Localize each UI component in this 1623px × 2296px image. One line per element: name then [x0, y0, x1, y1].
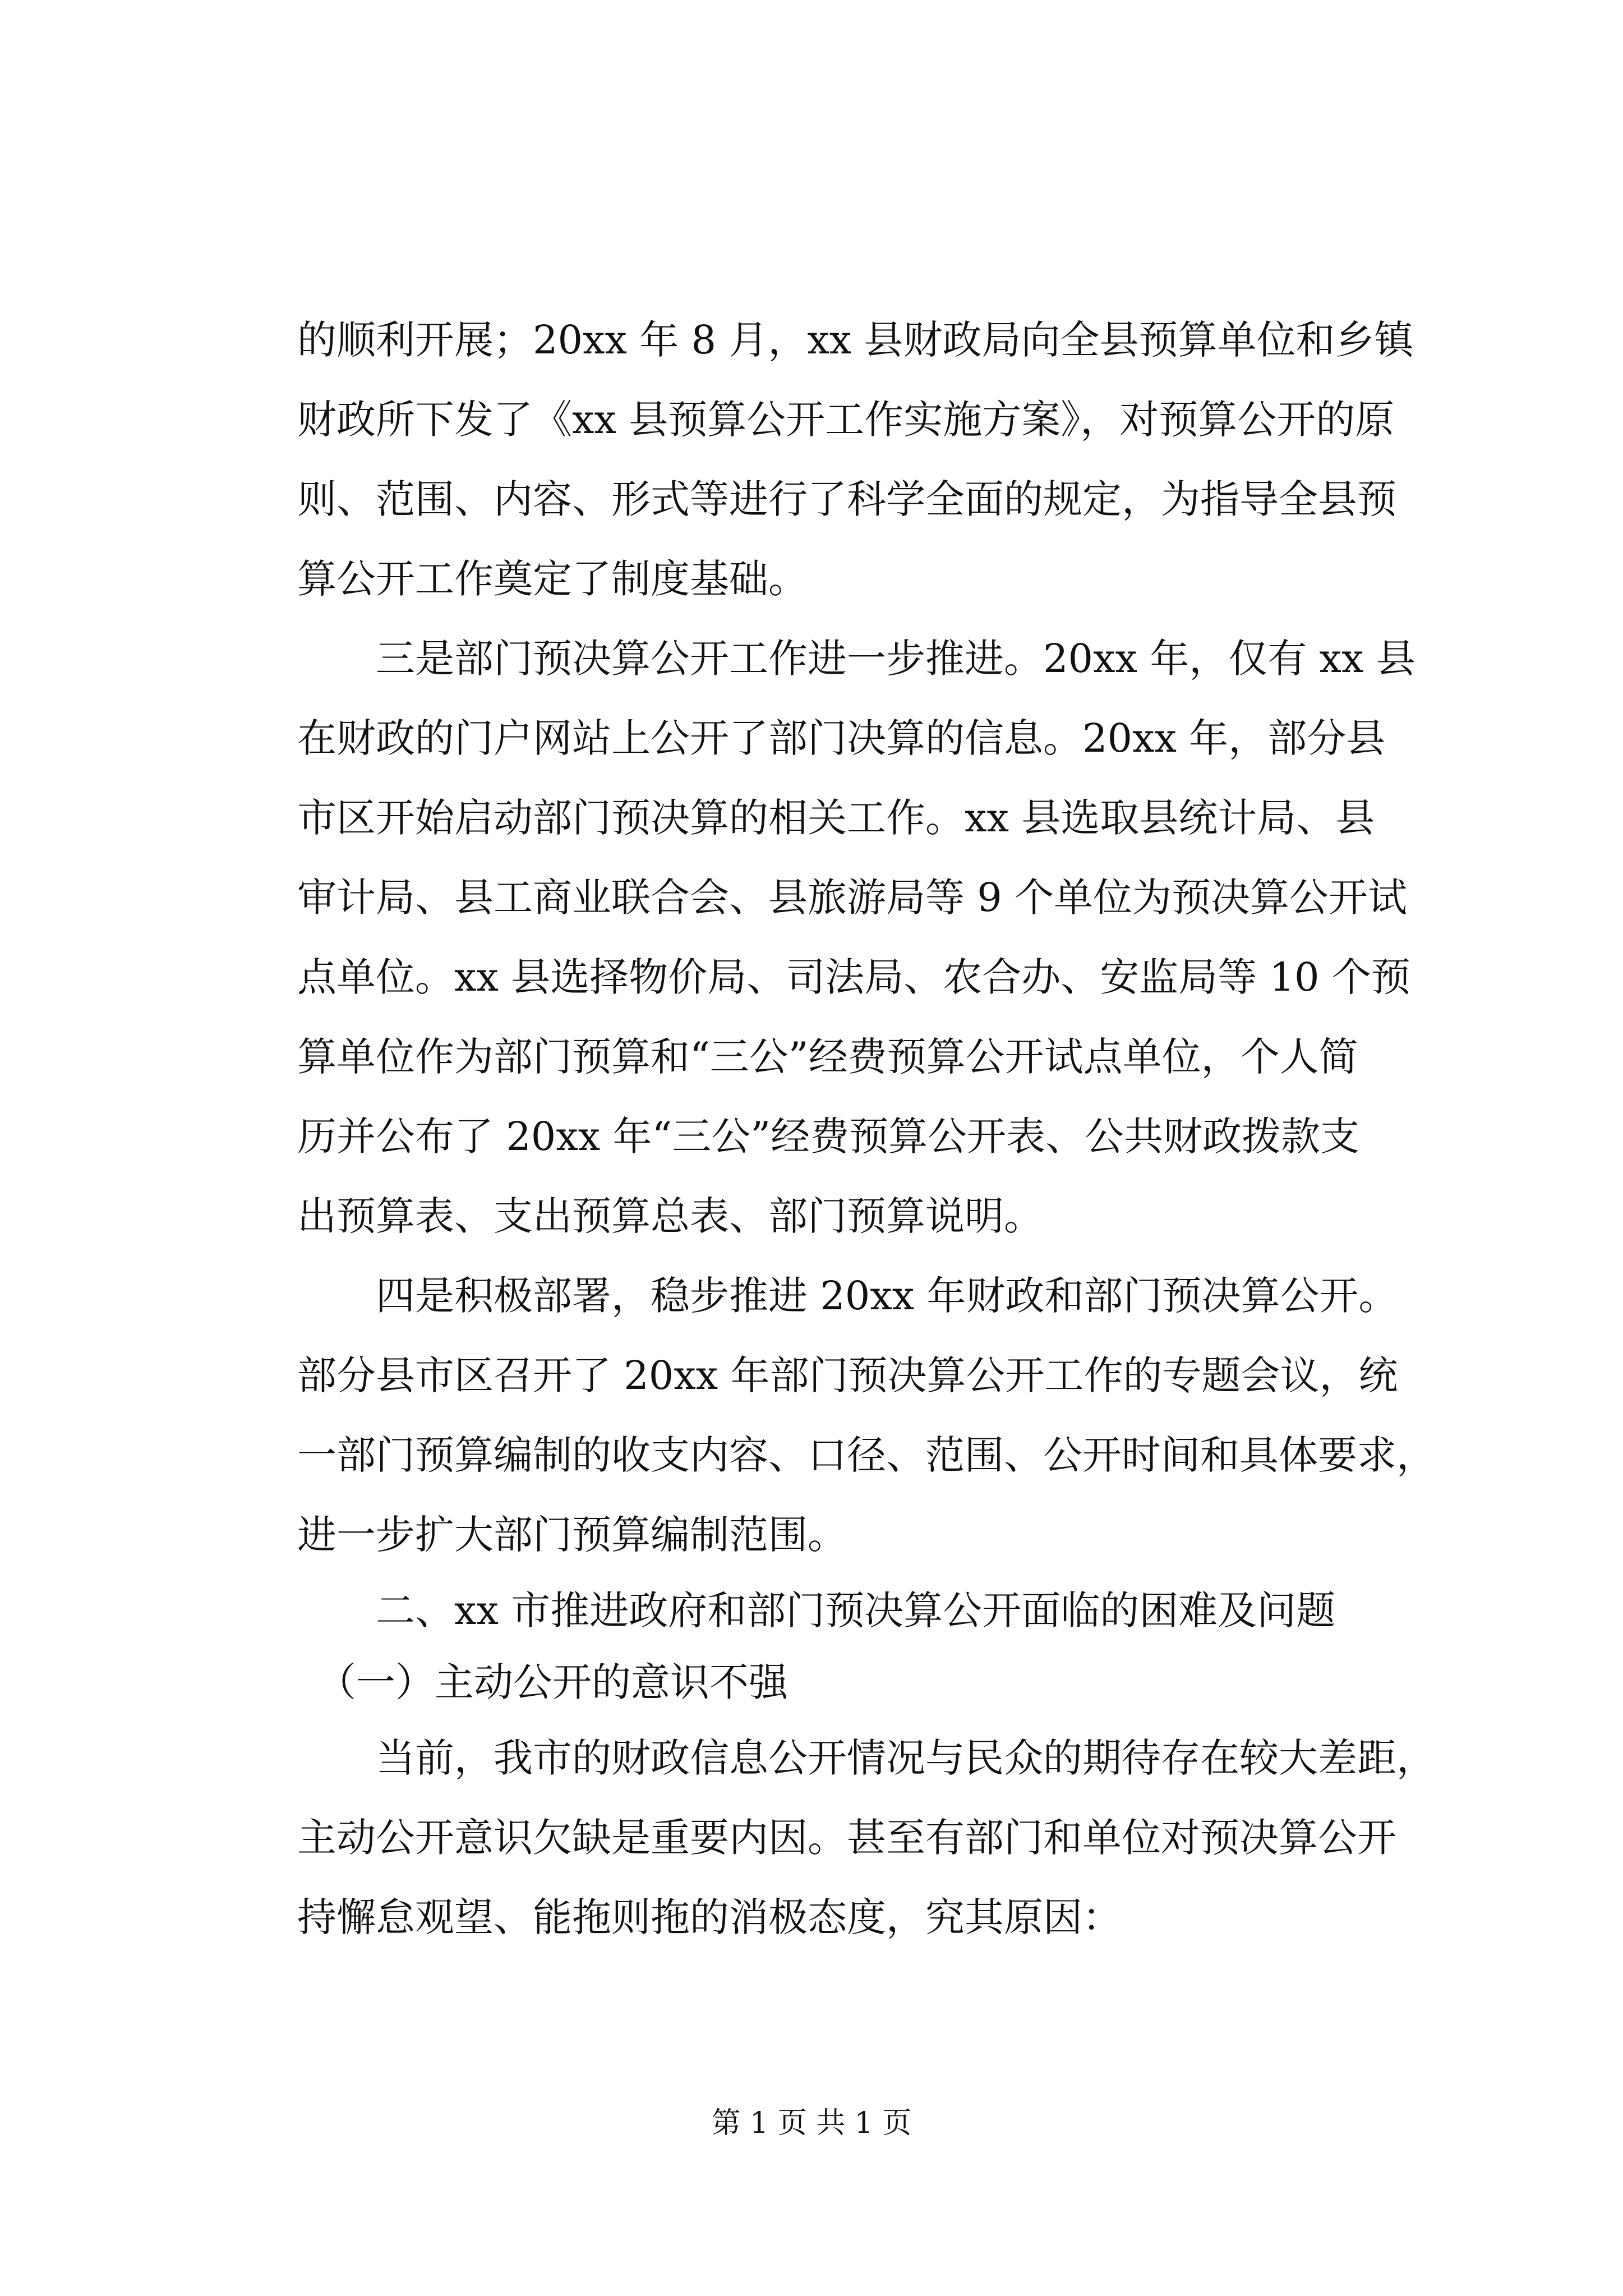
- text-line: 持懈怠观望、能拖则拖的消极态度，究其原因：: [297, 1894, 1122, 1940]
- text-line: 历并公布了 20xx 年“三公”经费预算公开表、公共财政拨款支: [297, 1114, 1360, 1159]
- text-line: 主动公开意识欠缺是重要内因。甚至有部门和单位对预决算公开: [297, 1815, 1396, 1861]
- text-line: 三是部门预决算公开工作进一步推进。20xx 年，仅有 xx 县: [297, 636, 1415, 682]
- text-line: 市区开始启动部门预决算的相关工作。xx 县选取县统计局、县: [297, 795, 1375, 841]
- text-line: 进一步扩大部门预算编制范围。: [297, 1512, 847, 1558]
- text-line: 算单位作为部门预算和“三公”经费预算公开试点单位，个人简: [297, 1034, 1358, 1080]
- document-body: [297, 300, 1436, 1957]
- text-line: 审计局、县工商业联合会、县旅游局等 9 个单位为预决算公开试: [297, 875, 1408, 921]
- text-line: 算公开工作奠定了制度基础。: [297, 556, 808, 602]
- subsection-heading: （一）主动公开的意识不强: [297, 1659, 788, 1705]
- section-heading: 二、xx 市推进政府和部门预决算公开面临的困难及问题: [297, 1588, 1336, 1634]
- text-line: 财政所下发了《xx 县预算公开工作实施方案》，对预算公开的原: [297, 397, 1395, 443]
- text-line: 在财政的门户网站上公开了部门决算的信息。20xx 年，部分县: [297, 715, 1386, 761]
- text-line: 则、范围、内容、形式等进行了科学全面的规定，为指导全县预: [297, 476, 1396, 522]
- page-footer: [0, 2104, 1623, 2143]
- text-line: 部分县市区召开了 20xx 年部门预决算公开工作的专题会议，统: [297, 1352, 1398, 1398]
- text-line: 当前，我市的财政信息公开情况与民众的期待存在较大差距，: [297, 1735, 1436, 1781]
- text-line: 出预算表、支出预算总表、部门预算说明。: [297, 1193, 1043, 1239]
- text-line: 的顺利开展；20xx 年 8 月，xx 县财政局向全县预算单位和乡镇: [297, 317, 1414, 363]
- text-line: 点单位。xx 县选择物价局、司法局、农合办、安监局等 10 个预: [297, 954, 1410, 1000]
- page-number-label: 第 1 页 共 1 页: [711, 2106, 912, 2140]
- text-line: 四是积极部署，稳步推进 20xx 年财政和部门预决算公开。: [297, 1273, 1398, 1319]
- text-line: 一部门预算编制的收支内容、口径、范围、公开时间和具体要求，: [297, 1432, 1436, 1478]
